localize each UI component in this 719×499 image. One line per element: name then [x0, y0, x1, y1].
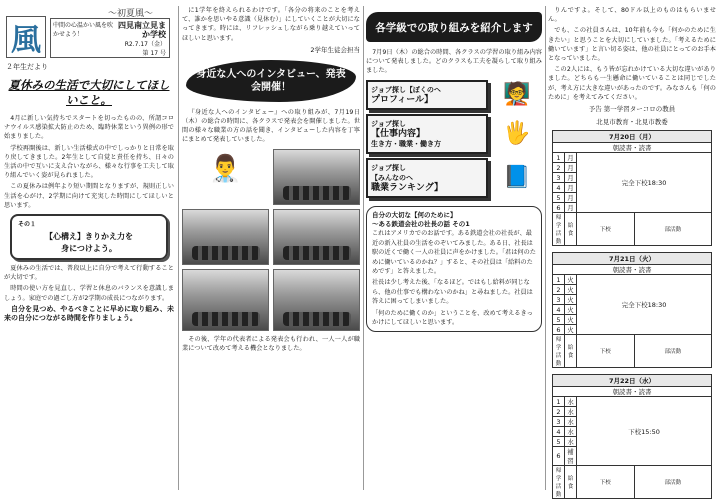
period-number: 1 [553, 153, 565, 163]
interview-clipart: 👨‍⚕️ [209, 153, 242, 184]
period-subject: 水 [565, 417, 577, 427]
poster-line: ジョブ探し【ぼくのへ [371, 85, 441, 94]
period-number: 2 [553, 163, 565, 173]
poster-line: ジョブ探し [371, 163, 406, 172]
period-number: 4 [553, 427, 565, 437]
period-subject: 火 [565, 305, 577, 315]
story-signature-2: 北見市教育・北見市教委 [596, 118, 668, 127]
interview-body [182, 108, 360, 145]
poster-illustration: 🧑‍🏫 [503, 82, 531, 108]
period-number: 4 [553, 305, 565, 315]
paragraph: この夏休みは例年より短い期間となりますが、規則正しい生活を心がけ、2学期に向けて充実した時間にしてほしいと思います。 [4, 183, 174, 209]
highlight-line: 【心構え】きりかえ力を [45, 232, 133, 242]
issue-number: 第 17 号 [142, 50, 166, 57]
masthead-logo [6, 16, 46, 58]
schedule-table [552, 374, 712, 499]
schedule-footer-cell: 帰学活動 [553, 335, 565, 368]
schedule-morning: 朝読書・読書 [553, 143, 712, 153]
class-poster [366, 158, 488, 198]
paragraph: 『身近な人へのインタビュー』への取り組みが、7月19日（木）の総合の時間に、各クラスで発表会を開催しました。世間の様々な職業の方の話を聞き、インタビューした内容を丁寧にまとめて発表していました。 [182, 108, 360, 144]
intro-text [182, 6, 360, 43]
poster-line: 生き方・職業・働き方 [371, 139, 441, 148]
story-body: 「何のために働くのか」ということを、改めて考えるきっかけにしてほしいと思います。 [372, 309, 533, 327]
poster-row [366, 158, 542, 198]
paragraph: この2人には、もう皆が忘れかけている大切な違いがありました。どちらも一生懸命に働いていることは同じでしたが、考え方に大きな違いがあったのです。みなさんも「何のために」を考えてみてください。 [548, 66, 716, 101]
period-subject: 水 [565, 437, 577, 447]
period-subject: 月 [565, 153, 577, 163]
period-number: 3 [553, 173, 565, 183]
period-subject: 火 [565, 275, 577, 285]
schedule-footer-cell: 帰学活動 [553, 213, 565, 246]
story-subtitle: ～ある鉄道会社の社長の話 その1 [372, 220, 470, 229]
period-subject: 水 [565, 407, 577, 417]
story-signature: 予告 第一学習ターコロの教員 [588, 105, 676, 114]
classroom-photo [182, 209, 269, 265]
period-number: 5 [553, 315, 565, 325]
schedule-footer-cell: 下校 [577, 335, 635, 368]
paragraph: 学校再開後は、新しい生活様式の中でしっかりと日常を取り戻してきました。2年生として自覚と責任を持ち、日々の生活の中で互いに支え合いながら、様々な行事を工夫して取り組んでいく姿が見られました。 [4, 144, 174, 180]
school-name: 四見南立見まか学校 [118, 21, 166, 39]
schedule-note: 完全下校18:30 [577, 275, 712, 335]
period-subject: 水 [565, 427, 577, 437]
period-number: 4 [553, 183, 565, 193]
schedule-footer-cell: 帰学活動 [553, 466, 565, 499]
article-headline: 夏休みの生活で大切にしてほしいこと。 [8, 78, 170, 107]
schedule-date: 7月21日（火） [553, 253, 712, 265]
season-label: ～初夏風～ [108, 9, 154, 19]
period-subject: 火 [565, 295, 577, 305]
catch-phrase: 中間の心温かい風を吹かせよう！ [53, 22, 114, 38]
schedule-date: 7月22日（水） [553, 375, 712, 387]
emphasis-text: 自分を見つめ、やるべきことに早めに取り組み、未来の自分につながる時間を作りましょう。 [4, 304, 174, 323]
class-activities-title: 各学級での取り組みを紹介します [366, 12, 542, 42]
schedule-note: 完全下校18:30 [577, 153, 712, 213]
schedule-footer-cell: 給食 [565, 466, 577, 499]
period-subject: 月 [565, 163, 577, 173]
schedule-footer-cell: 部活動 [634, 213, 711, 246]
paragraph: に1学年を終えられるわけです。「各分の将来のことを考えて、誰かを思いやる意識（見休む）」にしていくことが大切になってきます。時には、リフレッシュしながら乗り越えていってほしいと思います。 [182, 7, 360, 42]
schedule-table [552, 252, 712, 368]
paragraph: りんですよ。そして、80ドル以上のものはもらいません。 [548, 7, 716, 24]
period-subject: 火 [565, 315, 577, 325]
column-divider [363, 6, 364, 490]
issue-date: R2.7.17（金） [124, 41, 166, 48]
schedule-footer-cell: 部活動 [634, 335, 711, 368]
column-2 [182, 6, 360, 492]
article-body-2 [4, 264, 174, 323]
masthead-kanji: 風 [11, 23, 41, 58]
paragraph: でも、この社員さんは、10年前も今も「何かのために生きたい」と思うことを大切にしていました。「考えるために働いています」と言い切る姿は、他の社員にとってのお手本となっていました。 [548, 27, 716, 63]
period-number: 6 [553, 203, 565, 213]
period-number: 6 [553, 447, 565, 466]
interview-title: 身近な人へのインタビュー、発表会開催！ [186, 60, 356, 102]
poster-line: 職業ランキング】 [371, 182, 444, 193]
column-4 [548, 6, 716, 499]
period-subject: 火 [565, 325, 577, 335]
period-number: 3 [553, 295, 565, 305]
schedule-footer-cell: 下校 [577, 466, 635, 499]
highlight-label: その１ [18, 221, 37, 229]
newsletter-subtitle: ２年生だより [6, 63, 48, 71]
period-number: 1 [553, 275, 565, 285]
period-subject: 月 [565, 203, 577, 213]
period-subject: 月 [565, 193, 577, 203]
poster-illustration: 🖐 [503, 121, 531, 147]
schedule-footer-cell: 下校 [577, 213, 635, 246]
poster-line: ジョブ探し [371, 119, 406, 128]
highlight-line: 身につけよう。 [61, 244, 117, 254]
period-number: 6 [553, 325, 565, 335]
period-subject: 補習 [565, 447, 577, 466]
classroom-photo [273, 149, 360, 205]
classroom-photo [273, 209, 360, 265]
poster-line: 【みんなのへ [371, 173, 413, 182]
classroom-photo [273, 269, 360, 331]
paragraph: 4月に新しい気持ちでスタートを切ったものの、所謂コロナウイルス感染拡大防止のため、臨時休業という異例の形で始まりました。 [4, 115, 174, 141]
article-body [4, 114, 174, 210]
paragraph: 夏休みの生活では、普段以上に自分で考えて行動することが大切です。 [4, 265, 174, 282]
interview-body-2 [182, 335, 360, 353]
period-number: 5 [553, 437, 565, 447]
paragraph: その後、学年の代表者による発表会も行われ、一人一人が職業について改めて考える機会となりました。 [182, 335, 360, 352]
period-subject: 火 [565, 285, 577, 295]
class-poster [366, 80, 488, 110]
schedule-morning: 朝読書・読書 [553, 265, 712, 275]
story-continued [548, 6, 716, 102]
column-divider [178, 6, 179, 490]
classroom-photo [182, 269, 269, 331]
schedule-footer-cell: 部活動 [634, 466, 711, 499]
period-number: 1 [553, 397, 565, 407]
period-number: 2 [553, 285, 565, 295]
schedule-date: 7月20日（月） [553, 131, 712, 143]
period-number: 2 [553, 407, 565, 417]
schedule-list [548, 130, 716, 499]
schedule-note: 下校15:50 [577, 397, 712, 466]
period-number: 5 [553, 193, 565, 203]
book-icon: 📘 [503, 165, 531, 191]
story-body: これはアメリカでのお話です。ある鉄道会社の社長が、最近の新入社員の生活をのぞいてみました。ある日、社長は駅の近くで働く一人の社員に声をかけました。「君は何のために働いているのかね？」すると、その社員は「給料のためです」と答えました。 [372, 230, 536, 276]
photo-grid [182, 149, 360, 331]
period-number: 3 [553, 417, 565, 427]
class-activities-intro [366, 48, 542, 76]
period-subject: 月 [565, 173, 577, 183]
class-poster [366, 114, 488, 154]
column-1 [4, 6, 174, 492]
poster-row [366, 80, 542, 110]
period-subject: 月 [565, 183, 577, 193]
schedule-footer-cell: 給食 [565, 335, 577, 368]
schedule-table [552, 130, 712, 246]
poster-line: プロフィール】 [371, 94, 434, 105]
paragraph: 7月9日（木）の総合の時間、各クラスの学習の取り組み内容について発表しました。どのクラスも工夫を凝らして取り組みました。 [366, 49, 542, 75]
masthead [4, 6, 174, 74]
schedule-morning: 朝読書・読書 [553, 387, 712, 397]
story-title: 自分の大切な【何のために】 [372, 210, 457, 219]
highlight-box [10, 214, 168, 260]
schedule-footer-cell: 給食 [565, 213, 577, 246]
story-body: 社長は少し考えた後、「なるほど。ではもし給料が同じなら、他の仕事でも構わないのかね」と尋ねました。社員は答えに困ってしまいました。 [372, 279, 533, 306]
poster-row [366, 114, 542, 154]
poster-line: 【仕事内容】 [371, 128, 426, 139]
masthead-info [50, 18, 170, 58]
column-3 [366, 6, 542, 492]
period-subject: 水 [565, 397, 577, 407]
column-divider [545, 6, 546, 490]
paragraph: 時間の使い方を見直し、学習と休息のバランスを意識しましょう。家庭での過ごし方が2学期の成長につながります。 [4, 285, 174, 302]
story-box [366, 206, 542, 333]
intro-signature: 2学年生徒会担当 [310, 45, 360, 54]
